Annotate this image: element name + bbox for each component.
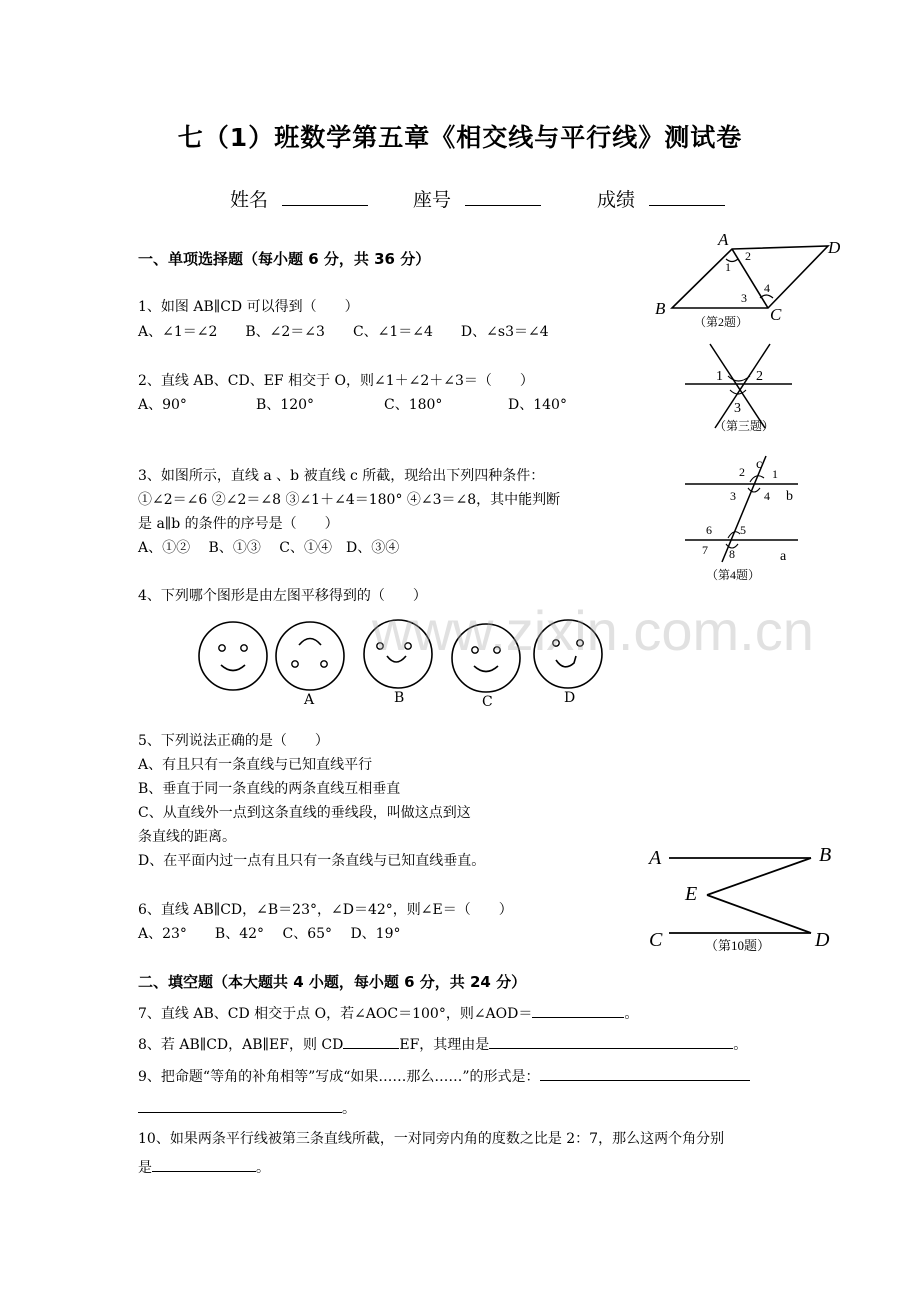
- q9-text: 9、把命题“等角的补角相等”写成“如果……那么……”的形式是：: [138, 1069, 540, 1085]
- q10: [138, 1157, 270, 1177]
- q8-text-b: EF，其理由是: [399, 1037, 490, 1053]
- q6-stem: 6、直线 AB∥CD，∠B＝23°，∠D＝42°，则∠E＝（ ）: [138, 902, 513, 918]
- figure-q10: [645, 840, 845, 955]
- fig4-label-3: 3: [730, 489, 736, 503]
- fig10-label-d: D: [815, 929, 830, 951]
- q8-end: 。: [733, 1037, 748, 1053]
- original-face: [199, 622, 267, 690]
- face-option-a[interactable]: [276, 622, 344, 690]
- q3-options: A、①② B、①③ C、①④ D、③④: [138, 540, 400, 556]
- name-blank[interactable]: [282, 191, 368, 206]
- q9: [138, 1066, 750, 1086]
- q9-answer-blank-2[interactable]: [138, 1098, 342, 1113]
- q4-stem: 4、下列哪个图形是由左图平移得到的（ ）: [138, 588, 427, 604]
- fig10-label-e: E: [685, 883, 698, 905]
- fig3-caption: （第三题）: [714, 419, 775, 433]
- q5-option-a: A、有且只有一条直线与已知直线平行: [138, 757, 373, 773]
- q7: [138, 1003, 638, 1023]
- q4-label-c: C: [482, 694, 493, 710]
- fig2-label-b: B: [655, 299, 666, 318]
- figure-q2: [650, 232, 850, 332]
- q4-label-d: D: [564, 690, 576, 706]
- q1-options: A、∠1＝∠2 B、∠2＝∠3 C、∠1＝∠4 D、∠s3＝∠4: [138, 324, 549, 340]
- q3-line-2: ①∠2＝∠6 ②∠2＝∠8 ③∠1＋∠4＝180° ④∠3＝∠8，其中能判断: [138, 492, 561, 508]
- fig4-label-c: c: [756, 457, 763, 472]
- q10-line-2: 是: [138, 1160, 152, 1176]
- fig4-label-4: 4: [764, 489, 770, 503]
- q7-text: 7、直线 AB、CD 相交于点 O，若∠AOC＝100°，则∠AOD＝: [138, 1006, 533, 1022]
- q5-option-c-line-1: C、从直线外一点到这条直线的垂线段，叫做这点到这: [138, 805, 471, 821]
- fig2-label-3: 3: [741, 291, 747, 305]
- q8-reason-blank[interactable]: [489, 1034, 733, 1049]
- fig4-label-7: 7: [702, 543, 708, 557]
- fig3-label-1: 1: [716, 369, 723, 384]
- figure-q3: [680, 340, 800, 435]
- q7-answer-blank[interactable]: [532, 1003, 624, 1018]
- fig10-caption: （第10题）: [705, 938, 771, 953]
- fig2-label-d: D: [828, 238, 841, 257]
- seat-label: 座号: [413, 189, 452, 211]
- fig10-label-a: A: [649, 847, 662, 869]
- q9-end: 。: [342, 1101, 356, 1117]
- q5-option-c-line-2: 条直线的距离。: [138, 829, 236, 845]
- section-1-heading: 一、单项选择题（每小题 6 分，共 36 分）: [138, 250, 431, 268]
- seat-field: [413, 185, 541, 212]
- fig2-label-a: A: [718, 232, 729, 249]
- q4-label-b: B: [394, 690, 405, 706]
- q5-stem: 5、下列说法正确的是（ ）: [138, 733, 329, 749]
- q3-line-3: 是 a∥b 的条件的序号是（ ）: [138, 516, 339, 532]
- fig4-label-2: 2: [739, 465, 745, 479]
- page-title: 七（1）班数学第五章《相交线与平行线》测试卷: [177, 123, 743, 152]
- q8: [138, 1034, 747, 1054]
- fig2-label-4: 4: [764, 281, 770, 295]
- fig2-label-2: 2: [745, 249, 751, 263]
- watermark: www.zixin.com.cn: [372, 599, 814, 662]
- figure-q4: [680, 452, 810, 587]
- q10-line-1: 10、如果两条平行线被第三条直线所截，一对同旁内角的度数之比是 2：7，那么这两个角分别: [138, 1131, 725, 1147]
- name-label: 姓名: [230, 189, 269, 211]
- q10-end: 。: [256, 1160, 270, 1176]
- seat-blank[interactable]: [465, 191, 541, 206]
- q2-stem: 2、直线 AB、CD、EF 相交于 O，则∠1＋∠2＋∠3＝（ ）: [138, 373, 534, 389]
- fig4-label-6: 6: [706, 523, 712, 537]
- q1-stem: 1、如图 AB∥CD 可以得到（ ）: [138, 299, 359, 315]
- q5-option-d: D、在平面内过一点有且只有一条直线与已知直线垂直。: [138, 853, 486, 869]
- fig4-label-8: 8: [729, 547, 735, 561]
- name-field: [230, 185, 368, 212]
- q8-relation-blank[interactable]: [343, 1034, 399, 1049]
- fig10-label-c: C: [649, 929, 663, 951]
- q8-text-a: 8、若 AB∥CD，AB∥EF，则 CD: [138, 1037, 344, 1053]
- q9-answer-blank-1[interactable]: [540, 1066, 750, 1081]
- fig2-label-c: C: [770, 305, 782, 324]
- q6-options: A、23° B、42° C、65° D、19°: [138, 926, 401, 942]
- q3-line-1: 3、如图所示，直线 a 、b 被直线 c 所截，现给出下列四种条件：: [138, 468, 545, 484]
- fig4-caption: （第4题）: [706, 568, 761, 582]
- fig4-label-1: 1: [772, 467, 778, 481]
- fig2-caption: （第2题）: [694, 315, 749, 329]
- fig3-label-2: 2: [756, 369, 763, 384]
- fig4-label-5: 5: [740, 523, 746, 537]
- q2-option-b: B、120°: [256, 397, 315, 413]
- q10-answer-blank[interactable]: [152, 1157, 256, 1172]
- fig3-label-3: 3: [734, 401, 741, 416]
- q2-option-d: D、140°: [508, 397, 567, 413]
- q4-label-a: A: [304, 692, 315, 708]
- q2-option-a: A、90°: [138, 397, 187, 413]
- q5-option-b: B、垂直于同一条直线的两条直线互相垂直: [138, 781, 401, 797]
- fig4-label-b: b: [786, 489, 793, 504]
- fig10-label-b: B: [819, 844, 832, 866]
- section-2-heading: 二、填空题（本大题共 4 小题，每小题 6 分，共 24 分）: [138, 973, 527, 991]
- score-blank[interactable]: [649, 191, 725, 206]
- score-label: 成绩: [597, 189, 636, 211]
- fig4-label-a: a: [780, 549, 787, 564]
- fig2-label-1: 1: [725, 260, 731, 274]
- q9-continued: [138, 1098, 356, 1118]
- q7-end: 。: [624, 1006, 639, 1022]
- score-field: [597, 185, 725, 212]
- q2-option-c: C、180°: [384, 397, 443, 413]
